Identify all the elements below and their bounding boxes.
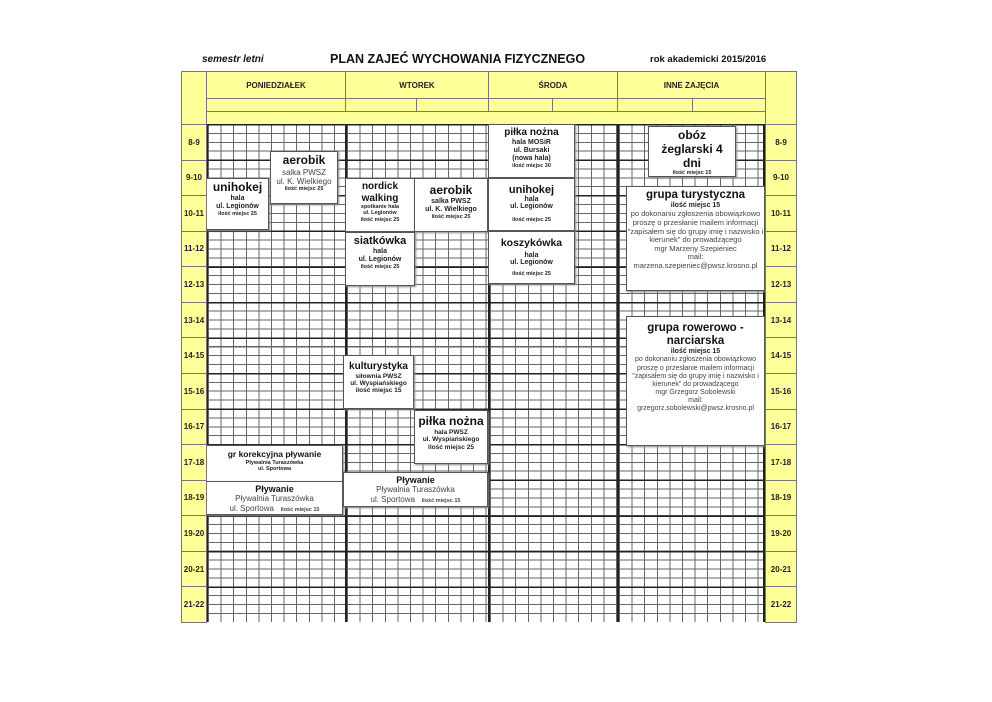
- hour-label: 11-12: [765, 231, 797, 268]
- activity-unihokej-monday: [206, 178, 269, 230]
- activity-grupa-turystyczna: [626, 186, 765, 291]
- hour-label: 10-11: [181, 195, 207, 232]
- hour-label: 20-21: [181, 551, 207, 588]
- activity-nordic-walking: [345, 178, 415, 232]
- activity-note: (nowa hala): [512, 154, 551, 162]
- sub-header: [206, 98, 346, 112]
- activity-title: unihokej: [212, 180, 263, 194]
- activity-street: ul. Legionów: [510, 202, 553, 210]
- activity-street: ul. Sportowa: [258, 466, 291, 473]
- activity-street: ul. Legionów: [358, 255, 402, 263]
- hour-label: 13-14: [181, 302, 207, 339]
- activity-mail-label: mail:: [687, 252, 704, 262]
- activity-aerobik-monday: [270, 151, 338, 204]
- activity-seats: ilość miejsc 15: [670, 348, 721, 356]
- day-header: WTOREK: [345, 71, 489, 99]
- hour-label: 18-19: [181, 480, 207, 517]
- activity-place: hala: [230, 194, 245, 202]
- activity-title: obóz żeglarski 4 dni: [661, 128, 723, 170]
- activity-email[interactable]: marzena.szepieniec@pwsz.krosno.pl: [633, 261, 758, 271]
- day-header: PONIEDZIAŁEK: [206, 71, 346, 99]
- page-title: PLAN ZAJEĆ WYCHOWANIA FIZYCZNEGO: [330, 52, 586, 66]
- activity-seats: ilość miejsc 15: [355, 387, 402, 395]
- activity-place: hala MOSiR: [512, 138, 551, 146]
- activity-street: ul. Wyspiańskiego: [422, 436, 480, 444]
- activity-unihokej-wednesday: [488, 178, 575, 231]
- hour-label: 14-15: [765, 337, 797, 374]
- activity-street: ul. Sportowa: [370, 494, 415, 504]
- activity-place: hala: [524, 252, 539, 260]
- day-header: INNE ZAJĘCIA: [617, 71, 766, 99]
- activity-place: salka PWSZ: [281, 167, 326, 177]
- hour-label: 15-16: [765, 373, 797, 410]
- hour-label: 12-13: [181, 266, 207, 303]
- activity-street: ul. Wyspiańskiego: [350, 379, 407, 387]
- hour-label: 9-10: [181, 160, 207, 197]
- activity-title: nordick walking: [361, 181, 399, 204]
- activity-seats: ilość miejsc 25: [360, 263, 400, 270]
- hour-label: 16-17: [181, 409, 207, 446]
- activity-seats: ilość miejsc 25: [512, 216, 551, 223]
- hour-label: 11-12: [181, 231, 207, 268]
- hour-label: 19-20: [181, 515, 207, 552]
- hour-label: 21-22: [765, 586, 797, 623]
- activity-email[interactable]: grzegorz.sobolewski@pwsz.krosno.pl: [637, 404, 754, 412]
- activity-place: Pływalnia Turaszówka: [245, 459, 304, 466]
- activity-description: po dokonaniu zgłoszenia obowiązkowo proszę o przesłanie mailem informacji "zapisałem się do grupy imię i nazwisko i kierunek" do prowadzącego: [632, 356, 759, 388]
- activity-place: hala PWSZ: [434, 428, 468, 436]
- activity-seats: ilość miejsc 15: [670, 202, 721, 210]
- hour-label: 14-15: [181, 337, 207, 374]
- sub-header: [617, 98, 693, 112]
- hour-label: 15-16: [181, 373, 207, 410]
- activity-aerobik-tuesday: [414, 178, 488, 232]
- corner-left: [181, 71, 207, 125]
- activity-title: Pływanie: [255, 484, 294, 494]
- activity-street: ul. Bursaki: [513, 146, 550, 154]
- activity-mail-label: mail:: [688, 396, 703, 404]
- hour-label: 21-22: [181, 586, 207, 623]
- activity-title: aerobik: [282, 153, 326, 167]
- hour-label: 13-14: [765, 302, 797, 339]
- activity-street: ul. Legionów: [216, 202, 259, 210]
- activity-seats: ilość miejsc 25: [428, 443, 474, 451]
- activity-description: po dokonaniu zgłoszenia obowiązkowo proszę o przesłanie mailem informacji "zapisałem się do grupy imię i nazwisko i kierunek" do prowadzącego: [627, 209, 764, 245]
- hour-label: 18-19: [765, 480, 797, 517]
- activity-place: hala: [372, 247, 387, 255]
- activity-place: Pływalnia Turaszówka: [376, 485, 455, 495]
- activity-siatkowka: [345, 232, 415, 286]
- activity-place: hala: [524, 195, 539, 203]
- activity-seats: ilość miejsc 15: [421, 497, 461, 504]
- activity-place: spotkanie hala: [360, 204, 400, 210]
- activity-instructor: mgr Marzeny Szepieniec: [654, 243, 737, 253]
- activity-title: gr korekcyjna pływanie: [227, 449, 322, 459]
- activity-seats: ilość miejsc 15: [672, 170, 712, 177]
- corner-right: [765, 71, 797, 125]
- activity-title: kulturystyka: [349, 361, 408, 372]
- hour-label: 17-18: [181, 444, 207, 481]
- semester-label: semestr letni: [202, 54, 264, 65]
- activity-place: salka PWSZ: [431, 197, 471, 205]
- activity-title: piłka nożna: [418, 414, 484, 428]
- activity-street: ul. Sportowa: [229, 503, 274, 513]
- activity-title: koszykówka: [500, 237, 563, 249]
- activity-plywanie-tuesday: [343, 472, 488, 507]
- activity-seats: ilość miejsc 25: [284, 186, 324, 193]
- activity-title: piłka nożna: [504, 127, 559, 138]
- activity-title: unihokej: [508, 184, 555, 196]
- activity-oboz-zeglarski: [648, 126, 736, 177]
- activity-street: ul. K. Wielkiego: [276, 176, 332, 186]
- activity-grupa-rowerowo-narciarska: [626, 316, 765, 446]
- activity-seats: ilość miejsc 25: [512, 271, 551, 278]
- activity-place: siłownia PWSZ: [355, 372, 402, 380]
- activity-title: aerobik: [429, 183, 473, 197]
- activity-gr-korekcyjna: [206, 445, 343, 482]
- activity-title: Pływanie: [396, 475, 435, 485]
- hour-label: 8-9: [765, 124, 797, 161]
- hour-label: 20-21: [765, 551, 797, 588]
- day-header: ŚRODA: [488, 71, 618, 99]
- activity-plywanie-monday: [206, 481, 343, 515]
- hour-label: 8-9: [181, 124, 207, 161]
- sub-header: [416, 98, 489, 112]
- activity-pilka-nozna-tuesday: [414, 410, 488, 464]
- hour-label: 16-17: [765, 409, 797, 446]
- hour-label: 19-20: [765, 515, 797, 552]
- sub-header: [206, 111, 766, 125]
- activity-seats: ilość miejsc 25: [431, 213, 471, 220]
- activity-pilka-nozna-wednesday: [488, 124, 575, 178]
- activity-title: grupa turystyczna: [645, 189, 746, 201]
- sub-header: [488, 98, 553, 112]
- activity-seats: ilość miejsc 15: [280, 506, 320, 513]
- activity-street: ul. K. Wielkiego: [425, 205, 477, 213]
- sub-header: [552, 98, 618, 112]
- activity-street: ul. Legionów: [363, 210, 397, 217]
- activity-koszykowka: [488, 231, 575, 284]
- activity-title: grupa rowerowo - narciarska: [647, 322, 744, 348]
- activity-seats: ilość miejsc 30: [512, 162, 551, 169]
- activity-instructor: mgr Grzegorz Sobolewski: [655, 388, 736, 396]
- activity-title: siatkówka: [353, 235, 407, 247]
- hour-label: 17-18: [765, 444, 797, 481]
- hour-label: 10-11: [765, 195, 797, 232]
- activity-seats: ilość miejsc 25: [218, 210, 257, 217]
- hour-label: 9-10: [765, 160, 797, 197]
- activity-seats: ilość miejsc 25: [360, 216, 400, 223]
- hour-label: 12-13: [765, 266, 797, 303]
- activity-street: ul. Legionów: [510, 259, 553, 267]
- sub-header: [692, 98, 766, 112]
- sub-header: [345, 98, 417, 112]
- academic-year: rok akademicki 2015/2016: [650, 54, 767, 65]
- activity-kulturystyka: [343, 355, 414, 409]
- activity-place: Pływalnia Turaszówka: [235, 494, 314, 504]
